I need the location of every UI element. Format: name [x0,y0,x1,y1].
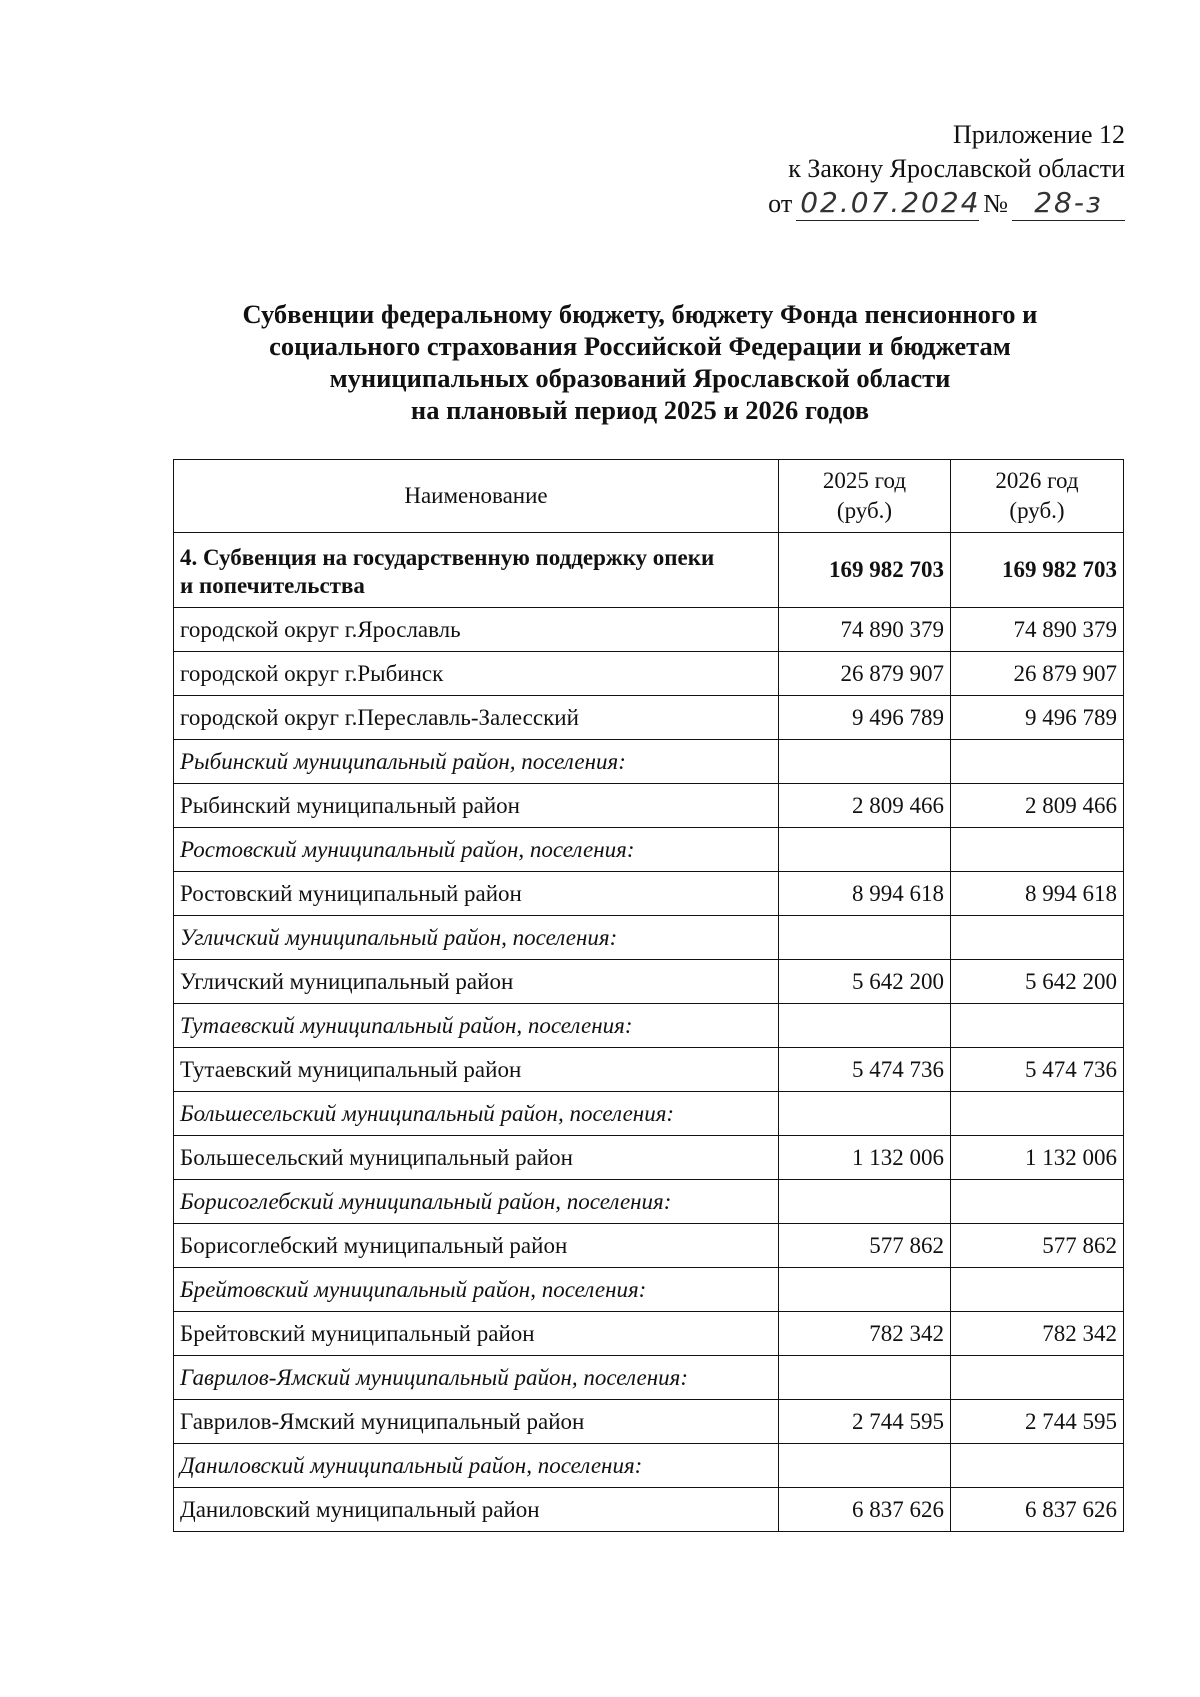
row-value-2026 [951,1356,1124,1400]
row-name: Даниловский муниципальный район, поселения: [174,1444,779,1488]
row-name: Гаврилов-Ямский муниципальный район [174,1400,779,1444]
table-row [174,608,1124,652]
section-row [174,1180,1124,1224]
table-row [174,1400,1124,1444]
row-value-2026 [951,1180,1124,1224]
row-name: Большесельский муниципальный район [174,1136,779,1180]
row-name: Большесельский муниципальный район, поселения: [174,1092,779,1136]
total-name-line-2: и попечительства [180,573,365,598]
row-value-2025: 782 342 [779,1312,951,1356]
section-row [174,916,1124,960]
table-row [174,872,1124,916]
row-value-2026 [951,740,1124,784]
row-value-2026: 2 809 466 [951,784,1124,828]
row-value-2025 [779,1444,951,1488]
total-name-line-1: 4. Субвенция на государственную поддержку опеки [180,545,715,570]
header-2026 [951,460,1124,533]
row-value-2025: 8 994 618 [779,872,951,916]
table-row [174,1488,1124,1532]
row-name: городской округ г.Ярославль [174,608,779,652]
table-row [174,696,1124,740]
row-value-2025 [779,916,951,960]
section-row [174,1268,1124,1312]
number-symbol: № [983,189,1008,218]
row-value-2026: 782 342 [951,1312,1124,1356]
table-row [174,1312,1124,1356]
appendix-law-ref: к Закону Ярославской области [788,154,1125,183]
row-value-2026: 26 879 907 [951,652,1124,696]
total-2026: 169 982 703 [951,533,1124,608]
row-value-2025 [779,1092,951,1136]
row-value-2025: 6 837 626 [779,1488,951,1532]
row-value-2026 [951,916,1124,960]
total-2025: 169 982 703 [779,533,951,608]
row-value-2025 [779,1356,951,1400]
handwritten-date: 02.07.2024 [796,186,979,221]
total-name [174,533,779,608]
row-name: Тутаевский муниципальный район, поселения: [174,1004,779,1048]
table-row [174,652,1124,696]
row-value-2026 [951,1444,1124,1488]
row-value-2025 [779,1268,951,1312]
section-row [174,1092,1124,1136]
row-value-2025: 577 862 [779,1224,951,1268]
header-name: Наименование [174,460,779,533]
row-value-2025: 74 890 379 [779,608,951,652]
row-value-2025: 1 132 006 [779,1136,951,1180]
header-2026-year: 2026 год [995,468,1079,493]
header-2025-year: 2025 год [822,468,907,493]
row-name: Угличский муниципальный район, поселения: [174,916,779,960]
row-name: Брейтовский муниципальный район [174,1312,779,1356]
header-2025 [779,460,951,533]
title-line-2: социального страхования Российской Федерации и бюджетам [269,331,1011,361]
row-name: Борисоглебский муниципальный район [174,1224,779,1268]
section-row [174,1444,1124,1488]
table-header-row [174,460,1124,533]
document-title [150,298,1130,426]
row-value-2026: 577 862 [951,1224,1124,1268]
row-name: городской округ г.Рыбинск [174,652,779,696]
row-value-2025: 26 879 907 [779,652,951,696]
appendix-number: Приложение 12 [952,120,1125,149]
table-row [174,1224,1124,1268]
row-value-2026: 2 744 595 [951,1400,1124,1444]
row-name: городской округ г.Переславль-Залесский [174,696,779,740]
date-number-line [768,186,1125,221]
row-value-2025: 2 744 595 [779,1400,951,1444]
row-value-2025 [779,1004,951,1048]
header-2026-unit: (руб.) [1009,498,1065,523]
handwritten-number: 28-з [1012,186,1125,221]
row-value-2026: 9 496 789 [951,696,1124,740]
title-line-4: на плановый период 2025 и 2026 годов [410,395,870,425]
table-row [174,1136,1124,1180]
row-name: Тутаевский муниципальный район [174,1048,779,1092]
table-row [174,960,1124,1004]
row-value-2026 [951,828,1124,872]
row-value-2026 [951,1004,1124,1048]
row-value-2026: 74 890 379 [951,608,1124,652]
table-row [174,1048,1124,1092]
row-name: Борисоглебский муниципальный район, поселения: [174,1180,779,1224]
row-value-2025: 5 642 200 [779,960,951,1004]
from-prefix: от [768,189,793,218]
row-name: Ростовский муниципальный район, поселения: [174,828,779,872]
row-name: Рыбинский муниципальный район, поселения: [174,740,779,784]
title-line-1: Субвенции федеральному бюджету, бюджету Фонда пенсионного и [242,299,1038,329]
row-value-2026: 5 642 200 [951,960,1124,1004]
row-name: Ростовский муниципальный район [174,872,779,916]
row-value-2025: 2 809 466 [779,784,951,828]
header-2025-unit: (руб.) [836,498,893,523]
section-row [174,1004,1124,1048]
table-row [174,784,1124,828]
row-value-2026: 1 132 006 [951,1136,1124,1180]
row-name: Рыбинский муниципальный район [174,784,779,828]
row-name: Брейтовский муниципальный район, поселения: [174,1268,779,1312]
row-value-2026 [951,1268,1124,1312]
row-value-2026: 5 474 736 [951,1048,1124,1092]
section-row [174,740,1124,784]
row-value-2025 [779,740,951,784]
row-value-2026: 8 994 618 [951,872,1124,916]
total-row [174,533,1124,608]
subvention-table [173,459,1124,1532]
row-value-2025 [779,828,951,872]
row-name: Угличский муниципальный район [174,960,779,1004]
row-value-2026: 6 837 626 [951,1488,1124,1532]
title-line-3: муниципальных образований Ярославской области [329,363,951,393]
section-row [174,828,1124,872]
section-row [174,1356,1124,1400]
row-value-2025: 5 474 736 [779,1048,951,1092]
row-value-2026 [951,1092,1124,1136]
appendix-header [768,118,1125,221]
row-value-2025: 9 496 789 [779,696,951,740]
row-value-2025 [779,1180,951,1224]
row-name: Гаврилов-Ямский муниципальный район, поселения: [174,1356,779,1400]
row-name: Даниловский муниципальный район [174,1488,779,1532]
